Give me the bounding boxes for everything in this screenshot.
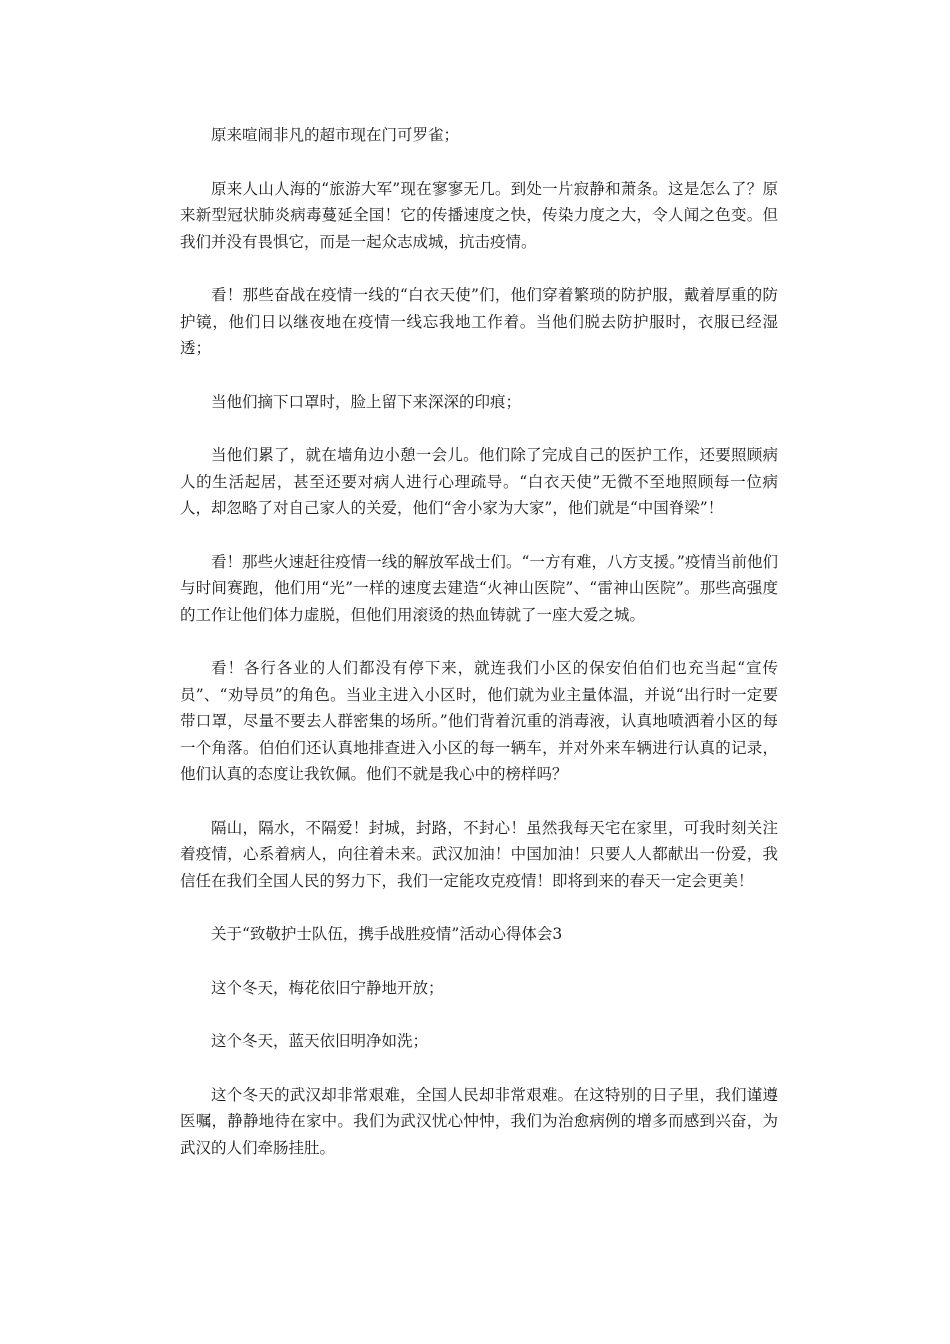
- paragraph-masks: 当他们摘下口罩时，脸上留下来深深的印痕；: [211, 392, 522, 411]
- paragraph-community-guards: 看！各行各业的人们都没有停下来，就连我们小区的保安伯伯们也充当起“宣传员”、“劝导员”的角色。当业主进入小区时，他们就为业主量体温，并说“出行时一定要带口罩，尽量不要去人群密集的场所。”他们背着沉重的消毒液，认真地喷洒着小区的每一个角落。伯伯们还认真地排查进入小区的每一辆车，并对外来车辆进行认真的记录，他们认真的态度让我钦佩。他们不就是我心中的榜样吗？: [180, 659, 778, 783]
- paragraph-soldiers: 看！那些火速赶往疫情一线的解放军战士们。“一方有难，八方支援。”疫情当前他们与时间赛跑，他们用“光”一样的速度去建造“火神山医院”、“雷神山医院”。那些高强度的工作让他们体力虚脱，但他们用滚烫的热血铸就了一座大爱之城。: [180, 552, 778, 624]
- paragraph-white-angels: 看！那些奋战在疫情一线的“白衣天使”们，他们穿着繁琐的防护服，戴着厚重的防护镜，他们日以继夜地在疫情一线忘我地工作着。当他们脱去防护服时，衣服已经湿透；: [180, 286, 778, 357]
- paragraph-supermarket: 原来喧闹非凡的超市现在门可罗雀；: [211, 126, 460, 144]
- section-heading: 关于“致敬护士队伍，携手战胜疫情”活动心得体会3: [211, 925, 563, 943]
- paragraph-blue-sky: 这个冬天，蓝天依旧明净如洗；: [211, 1032, 429, 1050]
- document-page: [180, 122, 778, 1188]
- paragraph-rest: 当他们累了，就在墙角边小憩一会儿。他们除了完成自己的医护工作，还要照顾病人的生活起居，甚至还要对病人进行心理疏导。“白衣天使”无微不至地照顾每一位病人，却忽略了对自己家人的关爱，他们“舍小家为大家”，他们就是“中国脊梁”！: [180, 446, 778, 517]
- paragraph-hope: 隔山，隔水，不隔爱！封城，封路，不封心！虽然我每天宅在家里，可我时刻关注着疫情，心系着病人，向往着未来。武汉加油！中国加油！只要人人都献出一份爱，我信任在我们全国人民的努力下，我们一定能攻克疫情！即将到来的春天一定会更美！: [180, 818, 778, 890]
- paragraph-wuhan: 这个冬天的武汉却非常艰难，全国人民却非常艰难。在这特别的日子里，我们谨遵医嘱，静静地待在家中。我们为武汉忧心忡忡，我们为治愈病例的增多而感到兴奋，为武汉的人们牵肠挂肚。: [180, 1085, 778, 1157]
- paragraph-tourism: 原来人山人海的“旅游大军”现在寥寥无几。到处一片寂静和萧条。这是怎么了？原来新型冠状肺炎病毒蔓延全国！它的传播速度之快，传染力度之大，令人闻之色变。但我们并没有畏惧它，而是一起众志成城，抗击疫情。: [180, 179, 778, 251]
- paragraph-plum-blossom: 这个冬天，梅花依旧宁静地开放；: [211, 978, 444, 997]
